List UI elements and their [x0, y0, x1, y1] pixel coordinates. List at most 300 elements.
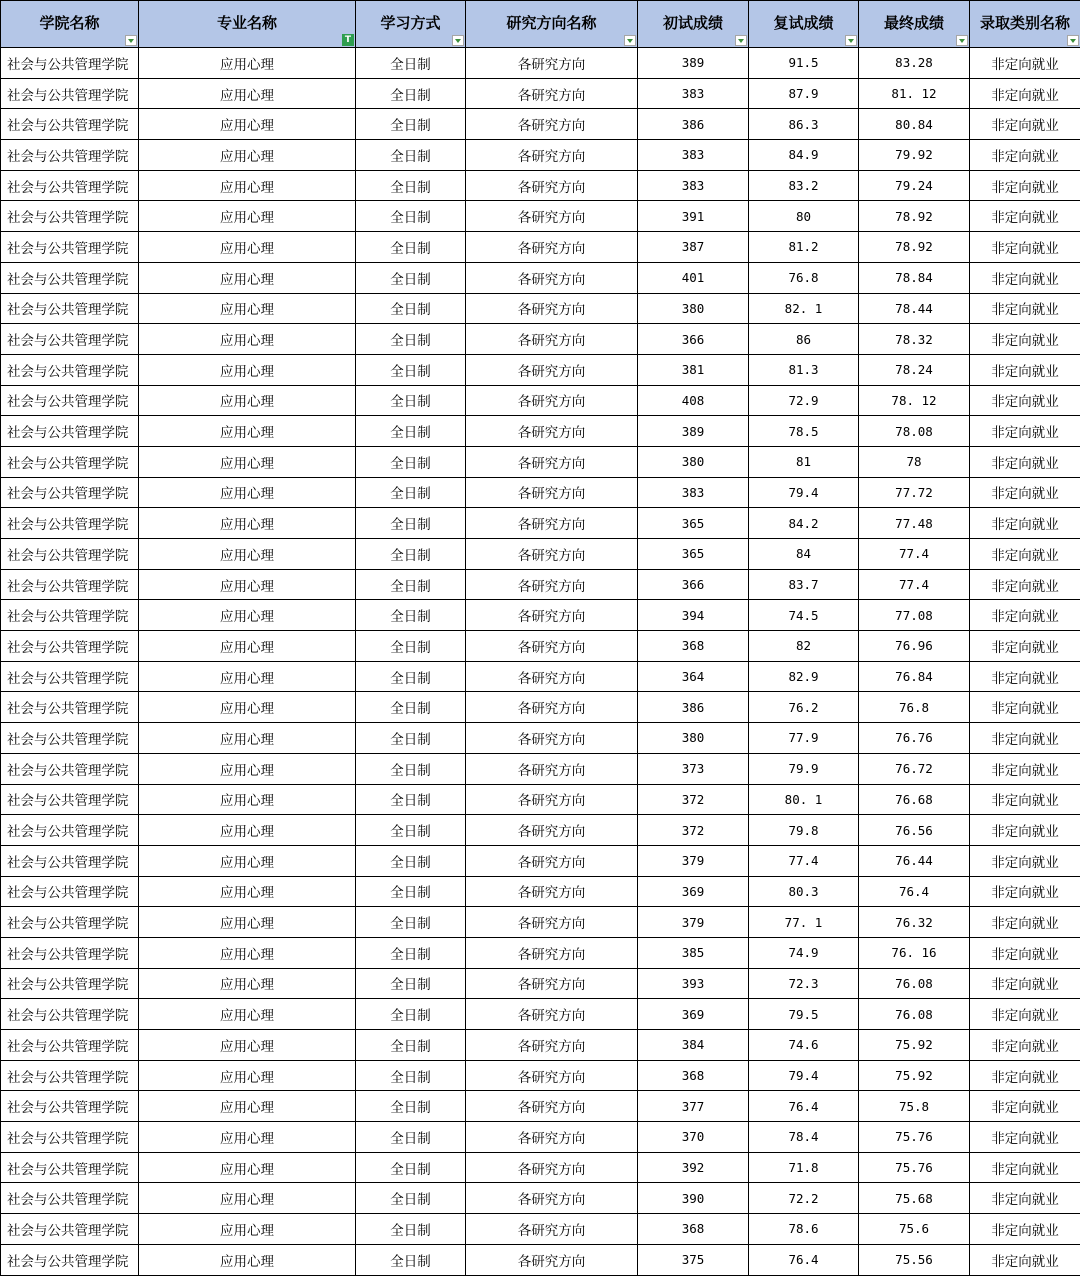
cell-retest-score: 79.5 — [749, 999, 859, 1030]
cell-study-mode: 全日制 — [356, 907, 466, 938]
cell-admission-category: 非定向就业 — [970, 1030, 1080, 1061]
cell-final-score: 75.68 — [859, 1183, 970, 1214]
cell-admission-category: 非定向就业 — [970, 723, 1080, 754]
cell-final-score: 76. 16 — [859, 937, 970, 968]
table-row — [1, 600, 1080, 631]
cell-study-mode: 全日制 — [356, 385, 466, 416]
cell-final-score: 75.76 — [859, 1152, 970, 1183]
cell-major-name: 应用心理 — [139, 539, 356, 570]
cell-final-score: 77.48 — [859, 508, 970, 539]
filter-dropdown-icon[interactable] — [956, 35, 968, 46]
cell-study-mode: 全日制 — [356, 324, 466, 355]
cell-research-direction: 各研究方向 — [466, 324, 638, 355]
cell-major-name: 应用心理 — [139, 876, 356, 907]
column-header-retest-score — [749, 1, 859, 48]
cell-major-name: 应用心理 — [139, 262, 356, 293]
cell-admission-category: 非定向就业 — [970, 1152, 1080, 1183]
table-row — [1, 109, 1080, 140]
cell-major-name: 应用心理 — [139, 999, 356, 1030]
cell-preliminary-score: 394 — [638, 600, 749, 631]
cell-research-direction: 各研究方向 — [466, 1152, 638, 1183]
cell-preliminary-score: 392 — [638, 1152, 749, 1183]
cell-admission-category: 非定向就业 — [970, 600, 1080, 631]
cell-major-name: 应用心理 — [139, 1122, 356, 1153]
cell-preliminary-score: 391 — [638, 201, 749, 232]
cell-final-score: 76.8 — [859, 692, 970, 723]
column-header-study-mode — [356, 1, 466, 48]
cell-retest-score: 79.8 — [749, 815, 859, 846]
cell-retest-score: 74.6 — [749, 1030, 859, 1061]
cell-college-name: 社会与公共管理学院 — [1, 845, 139, 876]
cell-preliminary-score: 380 — [638, 293, 749, 324]
cell-retest-score: 81.3 — [749, 354, 859, 385]
cell-research-direction: 各研究方向 — [466, 1091, 638, 1122]
cell-college-name: 社会与公共管理学院 — [1, 661, 139, 692]
cell-preliminary-score: 366 — [638, 324, 749, 355]
cell-retest-score: 79.9 — [749, 753, 859, 784]
cell-college-name: 社会与公共管理学院 — [1, 354, 139, 385]
table-row — [1, 508, 1080, 539]
cell-retest-score: 77. 1 — [749, 907, 859, 938]
cell-final-score: 76.56 — [859, 815, 970, 846]
cell-research-direction: 各研究方向 — [466, 170, 638, 201]
cell-preliminary-score: 389 — [638, 48, 749, 79]
cell-major-name: 应用心理 — [139, 631, 356, 662]
cell-final-score: 78.32 — [859, 324, 970, 355]
cell-college-name: 社会与公共管理学院 — [1, 201, 139, 232]
cell-final-score: 76.08 — [859, 999, 970, 1030]
cell-college-name: 社会与公共管理学院 — [1, 723, 139, 754]
table-row — [1, 1030, 1080, 1061]
cell-study-mode: 全日制 — [356, 78, 466, 109]
cell-retest-score: 82. 1 — [749, 293, 859, 324]
table-row — [1, 999, 1080, 1030]
table-row — [1, 477, 1080, 508]
cell-major-name: 应用心理 — [139, 78, 356, 109]
cell-final-score: 77.4 — [859, 539, 970, 570]
cell-major-name: 应用心理 — [139, 446, 356, 477]
cell-retest-score: 74.9 — [749, 937, 859, 968]
cell-retest-score: 84.9 — [749, 140, 859, 171]
cell-study-mode: 全日制 — [356, 661, 466, 692]
cell-college-name: 社会与公共管理学院 — [1, 170, 139, 201]
table-row — [1, 232, 1080, 263]
cell-admission-category: 非定向就业 — [970, 1060, 1080, 1091]
cell-preliminary-score: 379 — [638, 907, 749, 938]
cell-admission-category: 非定向就业 — [970, 815, 1080, 846]
cell-final-score: 79.92 — [859, 140, 970, 171]
cell-admission-category: 非定向就业 — [970, 784, 1080, 815]
cell-preliminary-score: 387 — [638, 232, 749, 263]
cell-retest-score: 86.3 — [749, 109, 859, 140]
cell-major-name: 应用心理 — [139, 1060, 356, 1091]
cell-preliminary-score: 372 — [638, 784, 749, 815]
cell-research-direction: 各研究方向 — [466, 416, 638, 447]
table-row — [1, 723, 1080, 754]
cell-retest-score: 76.4 — [749, 1244, 859, 1275]
cell-admission-category: 非定向就业 — [970, 293, 1080, 324]
cell-final-score: 76.32 — [859, 907, 970, 938]
cell-preliminary-score: 383 — [638, 78, 749, 109]
cell-retest-score: 79.4 — [749, 1060, 859, 1091]
column-header-label: 专业名称 — [216, 13, 277, 32]
table-row — [1, 354, 1080, 385]
cell-college-name: 社会与公共管理学院 — [1, 1183, 139, 1214]
cell-preliminary-score: 379 — [638, 845, 749, 876]
cell-college-name: 社会与公共管理学院 — [1, 48, 139, 79]
cell-final-score: 78.24 — [859, 354, 970, 385]
cell-college-name: 社会与公共管理学院 — [1, 753, 139, 784]
cell-college-name: 社会与公共管理学院 — [1, 692, 139, 723]
table-row — [1, 201, 1080, 232]
cell-preliminary-score: 393 — [638, 968, 749, 999]
column-header-label: 学院名称 — [39, 13, 100, 32]
cell-preliminary-score: 364 — [638, 661, 749, 692]
cell-retest-score: 76.8 — [749, 262, 859, 293]
cell-final-score: 78.44 — [859, 293, 970, 324]
cell-study-mode: 全日制 — [356, 692, 466, 723]
table-row — [1, 692, 1080, 723]
cell-major-name: 应用心理 — [139, 937, 356, 968]
cell-study-mode: 全日制 — [356, 815, 466, 846]
cell-preliminary-score: 368 — [638, 1060, 749, 1091]
cell-final-score: 75.6 — [859, 1214, 970, 1245]
cell-final-score: 77.08 — [859, 600, 970, 631]
cell-study-mode: 全日制 — [356, 569, 466, 600]
cell-retest-score: 83.7 — [749, 569, 859, 600]
cell-research-direction: 各研究方向 — [466, 385, 638, 416]
table-row — [1, 539, 1080, 570]
cell-preliminary-score: 390 — [638, 1183, 749, 1214]
table-row — [1, 1214, 1080, 1245]
table-body — [1, 48, 1080, 1276]
cell-research-direction: 各研究方向 — [466, 937, 638, 968]
cell-preliminary-score: 401 — [638, 262, 749, 293]
cell-study-mode: 全日制 — [356, 232, 466, 263]
cell-preliminary-score: 385 — [638, 937, 749, 968]
cell-final-score: 78.08 — [859, 416, 970, 447]
cell-preliminary-score: 383 — [638, 477, 749, 508]
cell-retest-score: 83.2 — [749, 170, 859, 201]
cell-college-name: 社会与公共管理学院 — [1, 385, 139, 416]
cell-research-direction: 各研究方向 — [466, 446, 638, 477]
cell-study-mode: 全日制 — [356, 293, 466, 324]
cell-major-name: 应用心理 — [139, 661, 356, 692]
cell-research-direction: 各研究方向 — [466, 723, 638, 754]
cell-college-name: 社会与公共管理学院 — [1, 1122, 139, 1153]
cell-major-name: 应用心理 — [139, 324, 356, 355]
cell-retest-score: 76.2 — [749, 692, 859, 723]
cell-college-name: 社会与公共管理学院 — [1, 937, 139, 968]
cell-admission-category: 非定向就业 — [970, 78, 1080, 109]
cell-admission-category: 非定向就业 — [970, 170, 1080, 201]
cell-research-direction: 各研究方向 — [466, 1060, 638, 1091]
cell-preliminary-score: 365 — [638, 508, 749, 539]
table-row — [1, 815, 1080, 846]
cell-final-score: 76.84 — [859, 661, 970, 692]
cell-preliminary-score: 381 — [638, 354, 749, 385]
table-row — [1, 1244, 1080, 1275]
cell-research-direction: 各研究方向 — [466, 569, 638, 600]
cell-retest-score: 81.2 — [749, 232, 859, 263]
cell-admission-category: 非定向就业 — [970, 539, 1080, 570]
cell-research-direction: 各研究方向 — [466, 354, 638, 385]
cell-major-name: 应用心理 — [139, 845, 356, 876]
cell-preliminary-score: 369 — [638, 876, 749, 907]
cell-study-mode: 全日制 — [356, 1244, 466, 1275]
table-row — [1, 262, 1080, 293]
cell-preliminary-score: 368 — [638, 1214, 749, 1245]
text-filter-icon[interactable]: T — [342, 34, 354, 46]
cell-final-score: 75.76 — [859, 1122, 970, 1153]
filter-dropdown-icon[interactable] — [1067, 35, 1079, 46]
cell-college-name: 社会与公共管理学院 — [1, 109, 139, 140]
cell-preliminary-score: 380 — [638, 723, 749, 754]
table-row — [1, 784, 1080, 815]
cell-college-name: 社会与公共管理学院 — [1, 477, 139, 508]
cell-research-direction: 各研究方向 — [466, 631, 638, 662]
cell-college-name: 社会与公共管理学院 — [1, 907, 139, 938]
cell-final-score: 76.44 — [859, 845, 970, 876]
filter-dropdown-icon[interactable] — [845, 35, 857, 46]
cell-admission-category: 非定向就业 — [970, 845, 1080, 876]
table-row — [1, 876, 1080, 907]
cell-admission-category: 非定向就业 — [970, 140, 1080, 171]
cell-major-name: 应用心理 — [139, 723, 356, 754]
table-row — [1, 78, 1080, 109]
cell-study-mode: 全日制 — [356, 48, 466, 79]
cell-admission-category: 非定向就业 — [970, 999, 1080, 1030]
column-header-college-name — [1, 1, 139, 48]
cell-retest-score: 77.4 — [749, 845, 859, 876]
cell-major-name: 应用心理 — [139, 692, 356, 723]
cell-final-score: 76.72 — [859, 753, 970, 784]
cell-final-score: 78.84 — [859, 262, 970, 293]
cell-research-direction: 各研究方向 — [466, 201, 638, 232]
cell-major-name: 应用心理 — [139, 293, 356, 324]
cell-admission-category: 非定向就业 — [970, 232, 1080, 263]
cell-study-mode: 全日制 — [356, 968, 466, 999]
cell-preliminary-score: 375 — [638, 1244, 749, 1275]
cell-final-score: 77.72 — [859, 477, 970, 508]
cell-study-mode: 全日制 — [356, 354, 466, 385]
cell-admission-category: 非定向就业 — [970, 508, 1080, 539]
cell-retest-score: 76.4 — [749, 1091, 859, 1122]
cell-research-direction: 各研究方向 — [466, 48, 638, 79]
cell-preliminary-score: 365 — [638, 539, 749, 570]
cell-research-direction: 各研究方向 — [466, 232, 638, 263]
cell-study-mode: 全日制 — [356, 1122, 466, 1153]
cell-college-name: 社会与公共管理学院 — [1, 1060, 139, 1091]
column-header-label: 研究方向名称 — [506, 13, 597, 32]
cell-research-direction: 各研究方向 — [466, 508, 638, 539]
cell-college-name: 社会与公共管理学院 — [1, 600, 139, 631]
column-header-admission-category — [970, 1, 1080, 48]
cell-final-score: 75.56 — [859, 1244, 970, 1275]
cell-research-direction: 各研究方向 — [466, 109, 638, 140]
cell-retest-score: 74.5 — [749, 600, 859, 631]
cell-admission-category: 非定向就业 — [970, 907, 1080, 938]
cell-study-mode: 全日制 — [356, 723, 466, 754]
cell-research-direction: 各研究方向 — [466, 815, 638, 846]
cell-preliminary-score: 389 — [638, 416, 749, 447]
cell-study-mode: 全日制 — [356, 1091, 466, 1122]
cell-retest-score: 72.3 — [749, 968, 859, 999]
cell-research-direction: 各研究方向 — [466, 477, 638, 508]
cell-retest-score: 82.9 — [749, 661, 859, 692]
cell-study-mode: 全日制 — [356, 262, 466, 293]
cell-research-direction: 各研究方向 — [466, 1244, 638, 1275]
cell-research-direction: 各研究方向 — [466, 876, 638, 907]
table-row — [1, 446, 1080, 477]
cell-study-mode: 全日制 — [356, 416, 466, 447]
cell-preliminary-score: 370 — [638, 1122, 749, 1153]
cell-retest-score: 79.4 — [749, 477, 859, 508]
cell-final-score: 76.68 — [859, 784, 970, 815]
cell-college-name: 社会与公共管理学院 — [1, 1244, 139, 1275]
column-header-final-score — [859, 1, 970, 48]
cell-research-direction: 各研究方向 — [466, 845, 638, 876]
table-row — [1, 170, 1080, 201]
cell-preliminary-score: 384 — [638, 1030, 749, 1061]
cell-retest-score: 80 — [749, 201, 859, 232]
cell-retest-score: 72.2 — [749, 1183, 859, 1214]
cell-major-name: 应用心理 — [139, 968, 356, 999]
table-row — [1, 1122, 1080, 1153]
cell-final-score: 76.4 — [859, 876, 970, 907]
filter-dropdown-icon[interactable] — [624, 35, 636, 46]
cell-retest-score: 72.9 — [749, 385, 859, 416]
cell-major-name: 应用心理 — [139, 1152, 356, 1183]
cell-major-name: 应用心理 — [139, 1244, 356, 1275]
cell-research-direction: 各研究方向 — [466, 1030, 638, 1061]
cell-major-name: 应用心理 — [139, 232, 356, 263]
header-row — [1, 1, 1080, 48]
cell-admission-category: 非定向就业 — [970, 661, 1080, 692]
cell-admission-category: 非定向就业 — [970, 1244, 1080, 1275]
cell-retest-score: 81 — [749, 446, 859, 477]
cell-college-name: 社会与公共管理学院 — [1, 569, 139, 600]
cell-college-name: 社会与公共管理学院 — [1, 968, 139, 999]
cell-admission-category: 非定向就业 — [970, 968, 1080, 999]
table-row — [1, 661, 1080, 692]
cell-major-name: 应用心理 — [139, 1091, 356, 1122]
cell-admission-category: 非定向就业 — [970, 324, 1080, 355]
cell-final-score: 75.92 — [859, 1030, 970, 1061]
cell-retest-score: 71.8 — [749, 1152, 859, 1183]
cell-admission-category: 非定向就业 — [970, 477, 1080, 508]
cell-major-name: 应用心理 — [139, 569, 356, 600]
filter-dropdown-icon[interactable] — [452, 35, 464, 46]
cell-final-score: 78. 12 — [859, 385, 970, 416]
column-header-label: 学习方式 — [380, 13, 441, 32]
cell-retest-score: 87.9 — [749, 78, 859, 109]
cell-college-name: 社会与公共管理学院 — [1, 1152, 139, 1183]
cell-study-mode: 全日制 — [356, 477, 466, 508]
cell-admission-category: 非定向就业 — [970, 1122, 1080, 1153]
cell-study-mode: 全日制 — [356, 999, 466, 1030]
cell-final-score: 78.92 — [859, 232, 970, 263]
cell-college-name: 社会与公共管理学院 — [1, 324, 139, 355]
cell-major-name: 应用心理 — [139, 109, 356, 140]
table-row — [1, 1152, 1080, 1183]
cell-college-name: 社会与公共管理学院 — [1, 232, 139, 263]
cell-major-name: 应用心理 — [139, 1183, 356, 1214]
cell-study-mode: 全日制 — [356, 1214, 466, 1245]
cell-college-name: 社会与公共管理学院 — [1, 293, 139, 324]
column-header-label: 录取类别名称 — [979, 13, 1070, 32]
cell-major-name: 应用心理 — [139, 907, 356, 938]
cell-study-mode: 全日制 — [356, 876, 466, 907]
cell-preliminary-score: 366 — [638, 569, 749, 600]
cell-preliminary-score: 386 — [638, 109, 749, 140]
column-header-research-direction — [466, 1, 638, 48]
filter-dropdown-icon[interactable] — [735, 35, 747, 46]
cell-study-mode: 全日制 — [356, 937, 466, 968]
cell-research-direction: 各研究方向 — [466, 539, 638, 570]
cell-major-name: 应用心理 — [139, 170, 356, 201]
cell-major-name: 应用心理 — [139, 508, 356, 539]
cell-final-score: 76.76 — [859, 723, 970, 754]
cell-college-name: 社会与公共管理学院 — [1, 446, 139, 477]
column-header-preliminary-score — [638, 1, 749, 48]
cell-admission-category: 非定向就业 — [970, 1214, 1080, 1245]
cell-major-name: 应用心理 — [139, 140, 356, 171]
column-header-label: 初试成绩 — [662, 13, 723, 32]
cell-retest-score: 77.9 — [749, 723, 859, 754]
cell-major-name: 应用心理 — [139, 753, 356, 784]
table-row — [1, 1091, 1080, 1122]
cell-study-mode: 全日制 — [356, 631, 466, 662]
cell-final-score: 81. 12 — [859, 78, 970, 109]
cell-study-mode: 全日制 — [356, 508, 466, 539]
cell-research-direction: 各研究方向 — [466, 1122, 638, 1153]
cell-research-direction: 各研究方向 — [466, 600, 638, 631]
cell-research-direction: 各研究方向 — [466, 1214, 638, 1245]
table-row — [1, 48, 1080, 79]
cell-major-name: 应用心理 — [139, 201, 356, 232]
cell-major-name: 应用心理 — [139, 600, 356, 631]
cell-admission-category: 非定向就业 — [970, 354, 1080, 385]
table-row — [1, 968, 1080, 999]
cell-preliminary-score: 372 — [638, 815, 749, 846]
cell-major-name: 应用心理 — [139, 1214, 356, 1245]
table-row — [1, 416, 1080, 447]
cell-study-mode: 全日制 — [356, 600, 466, 631]
cell-study-mode: 全日制 — [356, 753, 466, 784]
cell-major-name: 应用心理 — [139, 1030, 356, 1061]
cell-preliminary-score: 386 — [638, 692, 749, 723]
cell-final-score: 79.24 — [859, 170, 970, 201]
table-row — [1, 753, 1080, 784]
cell-college-name: 社会与公共管理学院 — [1, 631, 139, 662]
cell-college-name: 社会与公共管理学院 — [1, 876, 139, 907]
cell-research-direction: 各研究方向 — [466, 907, 638, 938]
cell-admission-category: 非定向就业 — [970, 631, 1080, 662]
filter-dropdown-icon[interactable] — [125, 35, 137, 46]
cell-research-direction: 各研究方向 — [466, 1183, 638, 1214]
cell-study-mode: 全日制 — [356, 539, 466, 570]
cell-study-mode: 全日制 — [356, 109, 466, 140]
cell-research-direction: 各研究方向 — [466, 692, 638, 723]
table-row — [1, 569, 1080, 600]
cell-research-direction: 各研究方向 — [466, 140, 638, 171]
table-row — [1, 385, 1080, 416]
cell-study-mode: 全日制 — [356, 201, 466, 232]
cell-preliminary-score: 380 — [638, 446, 749, 477]
cell-college-name: 社会与公共管理学院 — [1, 999, 139, 1030]
cell-college-name: 社会与公共管理学院 — [1, 815, 139, 846]
